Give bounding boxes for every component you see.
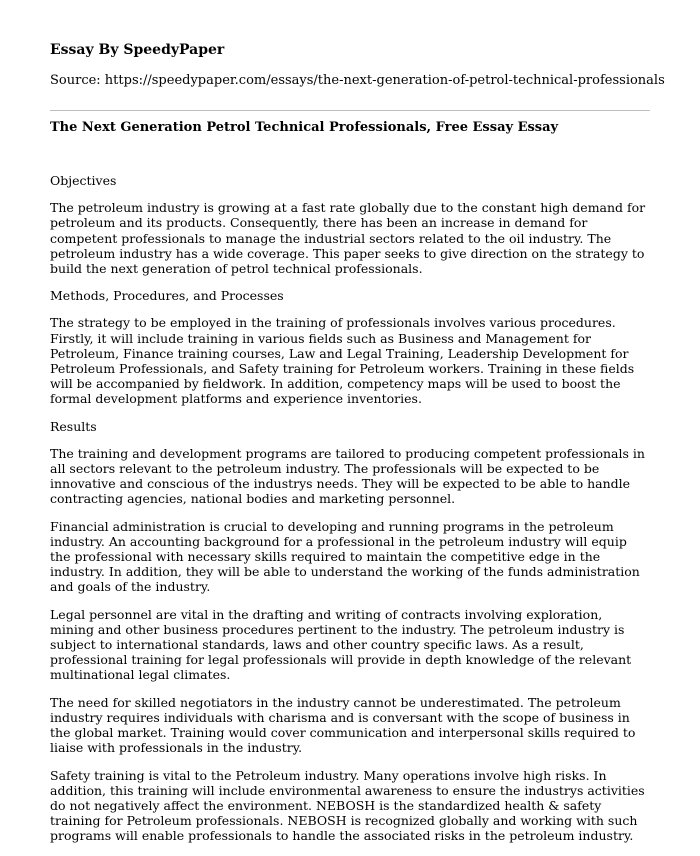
paragraph-7: Safety training is vital to the Petroleum industry. Many operations involve high risks. In addition, this training will include environmental awareness to ensure the industrys activities do not negatively affect the environment. NEBOSH is the standardized health & safety training for Petroleum professionals. NEBOSH is recognized globally and working with such programs will enable professionals to handle the associated risks in the petroleum industry.: [50, 767, 645, 844]
paragraph-2: The strategy to be employed in the training of professionals involves various procedures. Firstly, it will include training in various fields such as Business and Management for Petroleum, Finance training courses, Law and Legal Training, Leadership Development for Petroleum Professionals, and Safety training for Petroleum workers. Training in these fields will be accompanied by fieldwork. In addition, competency maps will be used to boost the formal development platforms and experience inventories.: [50, 315, 635, 407]
paragraph-4: Financial administration is crucial to developing and running programs in the petroleum industry. An accounting background for a professional in the petroleum industry will equip the professional with necessary skills required to maintain the competitive edge in the industry. In addition, they will be able to understand the working of the funds administration and goals of the industry.: [50, 518, 640, 595]
essay-body: [50, 173, 650, 856]
section-heading-objectives: Objectives: [50, 173, 117, 188]
section-heading-methods: Methods, Procedures, and Processes: [50, 288, 284, 304]
section-heading-results: Results: [50, 418, 97, 434]
divider: [50, 110, 650, 111]
essay-title: The Next Generation Petrol Technical Professionals, Free Essay Essay: [50, 120, 559, 135]
paragraph-6: The need for skilled negotiators in the industry cannot be underestimated. The petroleum industry requires individuals with charisma and is conversant with the scope of business in the global market. Training would cover communication and interpersonal skills required to liaise with professionals in the industry.: [50, 694, 636, 756]
source-line: Source: https://speedypaper.com/essays/the-next-generation-of-petrol-technical-professionals: [50, 73, 665, 88]
header-title: Essay By SpeedyPaper: [50, 42, 225, 58]
paragraph-1: The petroleum industry is growing at a fast rate globally due to the constant high demand for petroleum and its products. Consequently, there has been an increase in demand for competent professionals to manage the industrial sectors related to the oil industry. The petroleum industry has a wide coverage. This paper seeks to give direction on the strategy to build the next generation of petrol technical professionals.: [50, 200, 646, 277]
paragraph-3: The training and development programs are tailored to producing competent professionals in all sectors relevant to the petroleum industry. The professionals will be expected to be innovative and conscious of the industrys needs. They will be expected to be able to handle contracting agencies, national bodies and marketing personnel.: [50, 445, 645, 507]
paragraph-5: Legal personnel are vital in the drafting and writing of contracts involving exploration, mining and other business procedures pertinent to the industry. The petroleum industry is subject to international standards, laws and other country specific laws. As a result, professional training for legal professionals will provide in depth knowledge of the relevant multinational legal climates.: [50, 606, 632, 683]
